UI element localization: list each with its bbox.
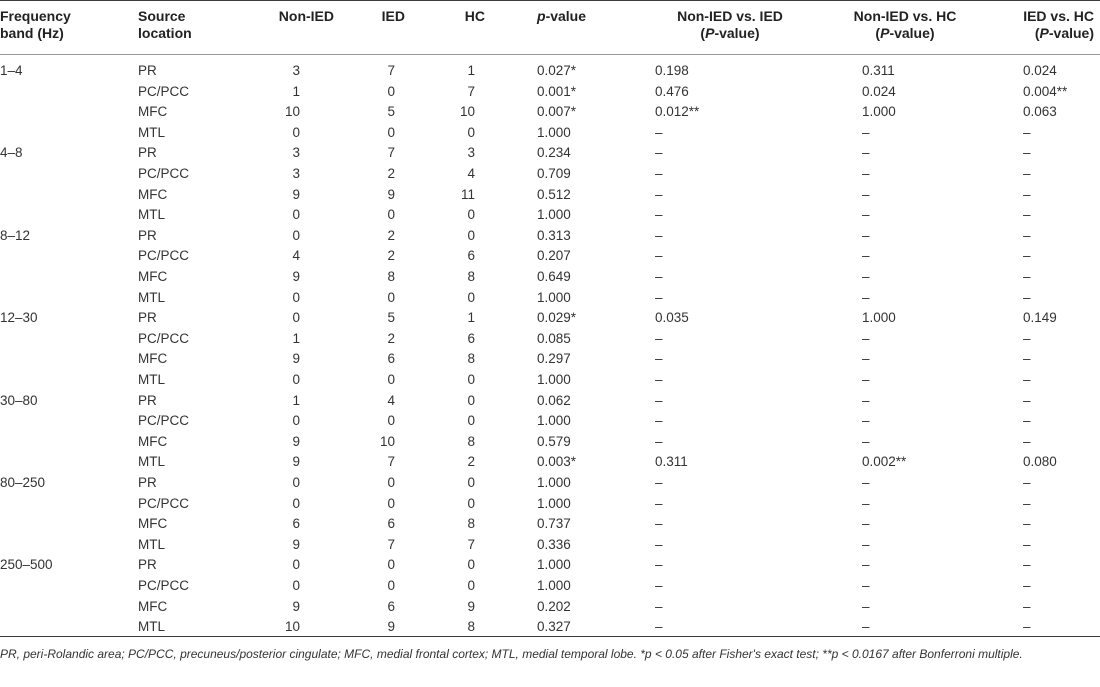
- cell-nonied-vs-ied: 0.476: [655, 84, 689, 99]
- cell-nonied-vs-hc: –: [862, 393, 870, 408]
- cell-hc-count: 0: [467, 496, 475, 511]
- cell-band: [0, 371, 130, 389]
- cell-ied-count: 0: [387, 413, 395, 428]
- cell-ied-vs-hc: –: [1023, 434, 1031, 449]
- cell-band: [0, 83, 130, 101]
- cell-nonied-vs-ied: 0.311: [655, 454, 688, 469]
- cell-non-ied-count: 3: [292, 166, 300, 181]
- cell-nonied-vs-hc: 0.002**: [862, 454, 907, 469]
- cell-ied-count: 9: [387, 619, 395, 634]
- cell-non-ied-count: 6: [292, 516, 300, 531]
- cell-p-value: 0.297: [537, 351, 571, 366]
- header-hc: HC: [464, 8, 485, 24]
- cell-p-value: 0.737: [537, 516, 571, 531]
- cell-ied-vs-hc: 0.063: [1023, 104, 1057, 119]
- cell-nonied-vs-hc: –: [862, 496, 870, 511]
- cell-p-value: 1.000: [537, 475, 571, 490]
- cell-p-value: 0.649: [537, 269, 571, 284]
- cell-location: MFC: [138, 351, 168, 366]
- cell-ied-vs-hc: –: [1023, 557, 1031, 572]
- cell-non-ied-count: 0: [292, 125, 300, 140]
- cell-ied-vs-hc: –: [1023, 125, 1031, 140]
- cell-nonied-vs-ied: –: [655, 269, 663, 284]
- cell-p-value: 1.000: [537, 372, 571, 387]
- cell-p-value: 0.709: [537, 166, 571, 181]
- cell-p-value: 0.062: [537, 393, 571, 408]
- cell-nonied-vs-ied: 0.035: [655, 310, 689, 325]
- cell-p-value: 0.234: [537, 145, 571, 160]
- cell-non-ied-count: 9: [292, 434, 300, 449]
- cell-ied-vs-hc: –: [1023, 187, 1031, 202]
- cell-ied-vs-hc: –: [1023, 269, 1031, 284]
- cell-location: MFC: [138, 434, 168, 449]
- cell-ied-count: 10: [379, 434, 395, 449]
- cell-hc-count: 2: [467, 454, 475, 469]
- cell-location: MTL: [138, 619, 165, 634]
- cell-location: PR: [138, 557, 157, 572]
- cell-hc-count: 7: [467, 84, 475, 99]
- cell-non-ied-count: 9: [292, 351, 300, 366]
- cell-non-ied-count: 0: [292, 207, 300, 222]
- cell-p-value: 0.202: [537, 599, 571, 614]
- cell-nonied-vs-hc: –: [862, 331, 870, 346]
- cell-hc-count: 0: [467, 228, 475, 243]
- header-frequency-band-line1: Frequency: [0, 8, 71, 24]
- cell-ied-count: 4: [387, 393, 395, 408]
- cell-hc-count: 11: [460, 187, 475, 202]
- cell-location: PR: [138, 310, 157, 325]
- cell-hc-count: 0: [467, 557, 475, 572]
- cell-p-value: 1.000: [537, 413, 571, 428]
- cell-nonied-vs-hc: –: [862, 434, 870, 449]
- cell-hc-count: 4: [467, 166, 475, 181]
- cell-hc-count: 0: [467, 207, 475, 222]
- cell-location: MFC: [138, 187, 168, 202]
- cell-nonied-vs-ied: –: [655, 187, 663, 202]
- cell-p-value: 0.512: [537, 187, 571, 202]
- cell-non-ied-count: 3: [292, 63, 300, 78]
- cell-ied-vs-hc: –: [1023, 475, 1031, 490]
- cell-ied-vs-hc: –: [1023, 290, 1031, 305]
- cell-location: PC/PCC: [138, 496, 190, 511]
- cell-nonied-vs-ied: –: [655, 228, 663, 243]
- header-frequency-band: [0, 8, 130, 42]
- cell-nonied-vs-ied: –: [655, 207, 663, 222]
- cell-ied-vs-hc: –: [1023, 393, 1031, 408]
- cell-ied-count: 2: [387, 166, 395, 181]
- cell-non-ied-count: 10: [284, 104, 300, 119]
- cell-nonied-vs-hc: –: [862, 578, 870, 593]
- cell-location: PC/PCC: [138, 578, 190, 593]
- cell-ied-count: 7: [387, 454, 395, 469]
- cell-band: [0, 618, 130, 636]
- cell-band: [0, 536, 130, 554]
- cell-hc-count: 8: [467, 434, 475, 449]
- cell-nonied-vs-ied: –: [655, 166, 663, 181]
- cell-ied-count: 0: [387, 475, 395, 490]
- cell-location: MFC: [138, 516, 168, 531]
- cell-ied-count: 0: [387, 125, 395, 140]
- cell-non-ied-count: 1: [292, 331, 300, 346]
- cell-nonied-vs-ied: –: [655, 434, 663, 449]
- cell-nonied-vs-ied: –: [655, 557, 663, 572]
- cell-nonied-vs-ied: –: [655, 145, 663, 160]
- cell-hc-count: 1: [467, 63, 475, 78]
- cell-non-ied-count: 0: [292, 290, 300, 305]
- cell-ied-vs-hc: 0.080: [1023, 454, 1057, 469]
- cell-band: [0, 453, 130, 471]
- cell-band: [0, 350, 130, 368]
- cell-p-value: 1.000: [537, 290, 571, 305]
- cell-band: [0, 247, 130, 265]
- cell-p-value: 0.313: [537, 228, 571, 243]
- cell-non-ied-count: 0: [292, 310, 300, 325]
- cell-nonied-vs-ied: –: [655, 125, 663, 140]
- cell-ied-vs-hc: –: [1023, 228, 1031, 243]
- cell-nonied-vs-hc: –: [862, 248, 870, 263]
- header-nonied-vs-hc: [830, 8, 980, 42]
- cell-hc-count: 1: [467, 310, 475, 325]
- cell-non-ied-count: 9: [292, 269, 300, 284]
- cell-location: PC/PCC: [138, 166, 190, 181]
- cell-location: PC/PCC: [138, 331, 190, 346]
- cell-ied-count: 5: [387, 104, 395, 119]
- cell-non-ied-count: 1: [292, 84, 300, 99]
- cell-ied-count: 6: [387, 351, 395, 366]
- cell-nonied-vs-ied: –: [655, 393, 663, 408]
- cell-location: PR: [138, 145, 157, 160]
- header-rule: [0, 54, 1100, 55]
- cell-nonied-vs-ied: –: [655, 578, 663, 593]
- cell-p-value: 0.001*: [537, 84, 577, 99]
- cell-band: 12–30: [0, 310, 38, 325]
- cell-p-value: 0.336: [537, 537, 571, 552]
- cell-non-ied-count: 10: [284, 619, 300, 634]
- cell-band: [0, 186, 130, 204]
- cell-ied-count: 0: [387, 578, 395, 593]
- cell-p-value: 1.000: [537, 557, 571, 572]
- cell-ied-count: 7: [387, 145, 395, 160]
- cell-band: [0, 124, 130, 142]
- cell-ied-vs-hc: 0.004**: [1023, 84, 1068, 99]
- cell-band: 1–4: [0, 63, 23, 78]
- cell-p-value: 0.327: [537, 619, 571, 634]
- cell-band: [0, 598, 130, 616]
- cell-hc-count: 0: [467, 475, 475, 490]
- header-p-value: [537, 8, 637, 25]
- cell-location: PC/PCC: [138, 248, 190, 263]
- cell-band: 4–8: [0, 145, 23, 160]
- cell-ied-vs-hc: –: [1023, 496, 1031, 511]
- cell-nonied-vs-hc: –: [862, 557, 870, 572]
- cell-nonied-vs-hc: –: [862, 619, 870, 634]
- cell-p-value: 0.085: [537, 331, 571, 346]
- cell-band: 8–12: [0, 228, 31, 243]
- cell-location: MTL: [138, 125, 165, 140]
- cell-p-value: 0.007*: [537, 104, 577, 119]
- cell-hc-count: 8: [467, 619, 475, 634]
- cell-location: MFC: [138, 269, 168, 284]
- cell-ied-count: 0: [387, 290, 395, 305]
- cell-hc-count: 0: [467, 578, 475, 593]
- cell-ied-count: 8: [387, 269, 395, 284]
- cell-band: 250–500: [0, 557, 53, 572]
- cell-location: MTL: [138, 372, 165, 387]
- header-non-ied: Non-IED: [278, 8, 334, 24]
- cell-ied-vs-hc: –: [1023, 351, 1031, 366]
- cell-band: [0, 206, 130, 224]
- cell-nonied-vs-ied: –: [655, 290, 663, 305]
- cell-non-ied-count: 9: [292, 599, 300, 614]
- cell-ied-vs-hc: –: [1023, 578, 1031, 593]
- cell-hc-count: 9: [467, 599, 475, 614]
- cell-ied-count: 6: [387, 599, 395, 614]
- cell-nonied-vs-ied: –: [655, 331, 663, 346]
- cell-hc-count: 0: [467, 393, 475, 408]
- header-p-letter: p: [537, 8, 546, 24]
- cell-location: MTL: [138, 454, 165, 469]
- cell-ied-count: 0: [387, 372, 395, 387]
- cell-p-value: 1.000: [537, 496, 571, 511]
- cell-p-value: 1.000: [537, 125, 571, 140]
- cell-nonied-vs-ied: –: [655, 372, 663, 387]
- cell-hc-count: 0: [467, 413, 475, 428]
- header-ied-vs-hc-line2: (P-value): [1034, 25, 1094, 41]
- header-ied: IED: [381, 8, 405, 24]
- cell-non-ied-count: 0: [292, 496, 300, 511]
- cell-p-value: 1.000: [537, 207, 571, 222]
- cell-ied-vs-hc: –: [1023, 207, 1031, 222]
- cell-ied-vs-hc: –: [1023, 372, 1031, 387]
- cell-hc-count: 10: [459, 104, 475, 119]
- cell-nonied-vs-hc: –: [862, 599, 870, 614]
- cell-p-value: 1.000: [537, 578, 571, 593]
- cell-location: PR: [138, 228, 157, 243]
- cell-band: 80–250: [0, 475, 46, 490]
- cell-location: PC/PCC: [138, 84, 190, 99]
- cell-ied-count: 7: [387, 63, 395, 78]
- cell-nonied-vs-hc: –: [862, 413, 870, 428]
- cell-band: [0, 515, 130, 533]
- cell-non-ied-count: 9: [292, 187, 300, 202]
- cell-nonied-vs-hc: –: [862, 516, 870, 531]
- cell-ied-vs-hc: –: [1023, 619, 1031, 634]
- cell-hc-count: 0: [467, 125, 475, 140]
- cell-ied-count: 2: [387, 248, 395, 263]
- cell-ied-count: 0: [387, 557, 395, 572]
- cell-ied-count: 5: [387, 310, 395, 325]
- cell-ied-vs-hc: 0.024: [1023, 63, 1057, 78]
- cell-location: PR: [138, 393, 157, 408]
- header-frequency-band-line2: band (Hz): [0, 25, 64, 41]
- header-ied-vs-hc-line1: IED vs. HC: [1023, 8, 1094, 24]
- cell-p-value: 0.207: [537, 248, 571, 263]
- cell-nonied-vs-hc: –: [862, 207, 870, 222]
- cell-non-ied-count: 0: [292, 557, 300, 572]
- cell-p-value: 0.003*: [537, 454, 577, 469]
- cell-nonied-vs-hc: –: [862, 228, 870, 243]
- cell-location: MTL: [138, 290, 165, 305]
- cell-nonied-vs-hc: 0.311: [862, 63, 895, 78]
- cell-nonied-vs-ied: 0.198: [655, 63, 689, 78]
- cell-nonied-vs-ied: –: [655, 516, 663, 531]
- cell-hc-count: 8: [467, 516, 475, 531]
- table-top-rule: [0, 0, 1100, 1]
- cell-ied-count: 2: [387, 228, 395, 243]
- cell-band: [0, 495, 130, 513]
- cell-non-ied-count: 9: [292, 537, 300, 552]
- cell-location: PR: [138, 475, 157, 490]
- cell-hc-count: 0: [467, 290, 475, 305]
- cell-nonied-vs-hc: –: [862, 475, 870, 490]
- cell-nonied-vs-ied: –: [655, 537, 663, 552]
- cell-nonied-vs-ied: –: [655, 496, 663, 511]
- cell-nonied-vs-hc: –: [862, 372, 870, 387]
- cell-nonied-vs-hc: –: [862, 537, 870, 552]
- header-nonied-vs-ied-line1: Non-IED vs. IED: [677, 8, 783, 24]
- cell-location: MFC: [138, 599, 168, 614]
- cell-non-ied-count: 3: [292, 145, 300, 160]
- cell-p-value: 0.027*: [537, 63, 577, 78]
- cell-ied-count: 0: [387, 84, 395, 99]
- header-source-location: [138, 8, 248, 42]
- cell-p-value: 0.029*: [537, 310, 577, 325]
- cell-location: PC/PCC: [138, 413, 190, 428]
- cell-ied-vs-hc: –: [1023, 145, 1031, 160]
- cell-nonied-vs-ied: –: [655, 599, 663, 614]
- cell-non-ied-count: 1: [292, 393, 300, 408]
- cell-ied-vs-hc: –: [1023, 331, 1031, 346]
- cell-nonied-vs-hc: –: [862, 269, 870, 284]
- table-footnote: PR, peri-Rolandic area; PC/PCC, precuneus/posterior cingulate; MFC, medial frontal cortex; MTL, medial temporal lobe. *p < 0.05 after Fisher's exact test; **p < 0.0167 after Bonferroni multiple.: [0, 647, 1023, 661]
- header-source-location-line1: Source: [138, 8, 186, 24]
- cell-nonied-vs-ied: 0.012**: [655, 104, 700, 119]
- table-bottom-rule: [0, 636, 1100, 637]
- cell-band: [0, 330, 130, 348]
- cell-nonied-vs-hc: –: [862, 187, 870, 202]
- cell-ied-vs-hc: –: [1023, 166, 1031, 181]
- cell-hc-count: 0: [467, 372, 475, 387]
- cell-band: [0, 103, 130, 121]
- cell-ied-vs-hc: 0.149: [1023, 310, 1057, 325]
- cell-nonied-vs-hc: –: [862, 290, 870, 305]
- cell-ied-vs-hc: –: [1023, 516, 1031, 531]
- header-nonied-vs-ied: [640, 8, 820, 42]
- cell-non-ied-count: 0: [292, 372, 300, 387]
- cell-location: MTL: [138, 537, 165, 552]
- cell-non-ied-count: 4: [292, 248, 300, 263]
- cell-nonied-vs-hc: –: [862, 166, 870, 181]
- cell-ied-count: 2: [387, 331, 395, 346]
- cell-ied-count: 6: [387, 516, 395, 531]
- cell-band: [0, 412, 130, 430]
- cell-non-ied-count: 0: [292, 413, 300, 428]
- cell-ied-count: 9: [387, 187, 395, 202]
- cell-hc-count: 8: [467, 351, 475, 366]
- cell-ied-count: 0: [387, 496, 395, 511]
- cell-nonied-vs-hc: –: [862, 125, 870, 140]
- cell-ied-count: 0: [387, 207, 395, 222]
- cell-band: [0, 577, 130, 595]
- cell-ied-vs-hc: –: [1023, 599, 1031, 614]
- header-source-location-line2: location: [138, 25, 192, 41]
- header-ied-vs-hc: [980, 8, 1094, 42]
- header-nonied-vs-hc-line2: (P-value): [875, 25, 935, 41]
- cell-ied-vs-hc: –: [1023, 248, 1031, 263]
- cell-nonied-vs-hc: 0.024: [862, 84, 896, 99]
- cell-p-value: 0.579: [537, 434, 571, 449]
- cell-nonied-vs-ied: –: [655, 475, 663, 490]
- header-nonied-vs-hc-line1: Non-IED vs. HC: [853, 8, 957, 24]
- cell-band: [0, 268, 130, 286]
- cell-non-ied-count: 0: [292, 475, 300, 490]
- header-nonied-vs-ied-line2: (P-value): [700, 25, 760, 41]
- cell-nonied-vs-hc: 1.000: [862, 310, 896, 325]
- cell-non-ied-count: 0: [292, 578, 300, 593]
- cell-nonied-vs-ied: –: [655, 413, 663, 428]
- cell-hc-count: 6: [467, 331, 475, 346]
- cell-location: PR: [138, 63, 157, 78]
- cell-nonied-vs-hc: –: [862, 145, 870, 160]
- cell-nonied-vs-ied: –: [655, 248, 663, 263]
- cell-band: [0, 165, 130, 183]
- cell-location: MFC: [138, 104, 168, 119]
- cell-location: MTL: [138, 207, 165, 222]
- cell-ied-vs-hc: –: [1023, 413, 1031, 428]
- cell-band: 30–80: [0, 393, 38, 408]
- cell-hc-count: 8: [467, 269, 475, 284]
- cell-nonied-vs-hc: –: [862, 351, 870, 366]
- cell-non-ied-count: 0: [292, 228, 300, 243]
- cell-nonied-vs-ied: –: [655, 619, 663, 634]
- cell-band: [0, 433, 130, 451]
- cell-non-ied-count: 9: [292, 454, 300, 469]
- cell-hc-count: 7: [467, 537, 475, 552]
- cell-nonied-vs-ied: –: [655, 351, 663, 366]
- cell-hc-count: 3: [467, 145, 475, 160]
- cell-nonied-vs-hc: 1.000: [862, 104, 896, 119]
- cell-band: [0, 289, 130, 307]
- cell-ied-count: 7: [387, 537, 395, 552]
- cell-ied-vs-hc: –: [1023, 537, 1031, 552]
- header-p-suffix: -value: [545, 8, 587, 24]
- cell-hc-count: 6: [467, 248, 475, 263]
